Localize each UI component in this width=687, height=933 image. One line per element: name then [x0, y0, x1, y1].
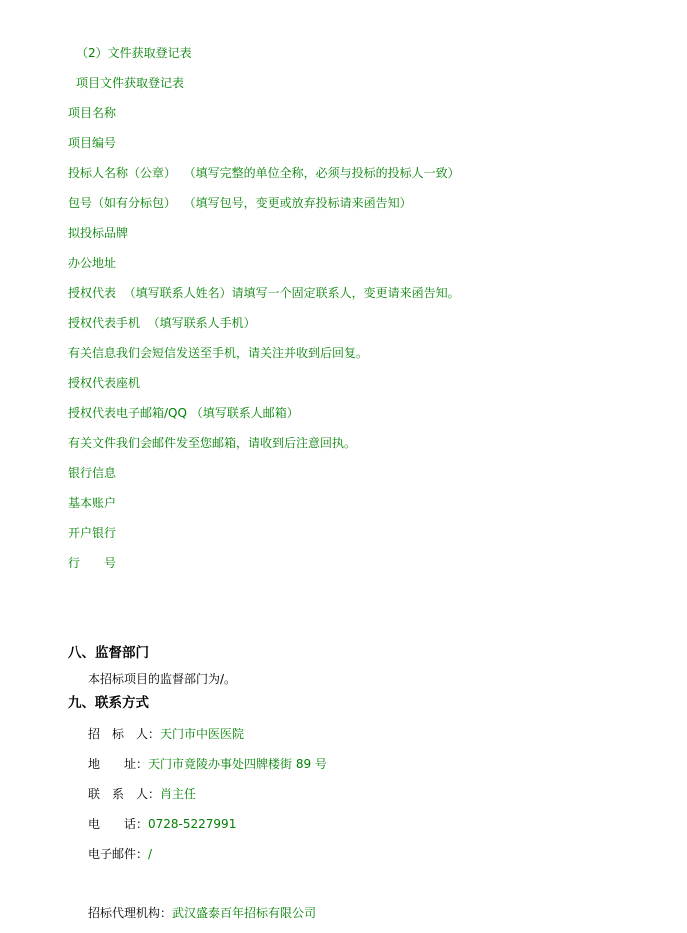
basic-account-label: 基本账户 [68, 496, 117, 510]
contact-label: 联 系 人： [88, 787, 161, 801]
rep-label: 授权代表 [68, 286, 117, 300]
rep-email-line [68, 405, 299, 421]
rep-line [68, 285, 460, 301]
agency-value: 武汉盛泰百年招标有限公司 [172, 906, 317, 920]
rep-email-label: 授权代表电子邮箱/QQ [68, 406, 187, 420]
bidder-line [68, 165, 460, 181]
rep-phone-label: 授权代表座机 [68, 376, 141, 390]
tenderer-value: 天门市中医医院 [160, 727, 245, 741]
email-row [88, 846, 152, 862]
contact-row [88, 786, 196, 802]
lot-label: 包号（如有分标包） [68, 196, 177, 210]
bank-name-label: 开户银行 [68, 526, 117, 540]
phone-row [88, 816, 236, 832]
form-title: 项目文件获取登记表 [76, 76, 185, 90]
tenderer-label: 招 标 人： [88, 727, 161, 741]
form-heading: （2）文件获取登记表 [76, 46, 192, 60]
email-label: 电子邮件： [88, 847, 149, 861]
rep-mobile-note: （填写联系人手机） [147, 316, 256, 330]
address-label: 地 址： [88, 757, 149, 771]
contact-value: 肖主任 [160, 787, 197, 801]
address-value: 天门市竟陵办事处四牌楼街 89 号 [148, 757, 327, 771]
office-label: 办公地址 [68, 256, 117, 270]
tenderer-row [88, 726, 244, 742]
bidder-label: 投标人名称（公章） [68, 166, 177, 180]
bank-no-label: 行 号 [68, 556, 117, 570]
agency-label: 招标代理机构： [88, 906, 173, 920]
rep-note: （填写联系人姓名）请填写一个固定联系人，变更请来函告知。 [123, 286, 460, 300]
email-notice: 有关文件我们会邮件发至您邮箱，请收到后注意回执。 [68, 436, 357, 450]
section9-title: 九、联系方式 [68, 695, 149, 711]
bidder-note: （填写完整的单位全称，必须与投标的投标人一致） [183, 166, 460, 180]
project-no-label: 项目编号 [68, 136, 117, 150]
sms-notice: 有关信息我们会短信发送至手机，请关注并收到后回复。 [68, 346, 369, 360]
section8-title: 八、监督部门 [68, 645, 149, 661]
brand-label: 拟投标品牌 [68, 226, 129, 240]
phone-label: 电 话： [88, 817, 149, 831]
rep-email-note: （填写联系人邮箱） [190, 406, 299, 420]
agency-row [88, 905, 316, 921]
project-name-label: 项目名称 [68, 106, 117, 120]
lot-line [68, 195, 412, 211]
section8-body: 本招标项目的监督部门为/。 [88, 672, 237, 686]
phone-value: 0728-5227991 [148, 817, 237, 831]
rep-mobile-label: 授权代表手机 [68, 316, 141, 330]
lot-note: （填写包号，变更或放弃投标请来函告知） [183, 196, 412, 210]
email-value: / [148, 847, 153, 861]
rep-mobile-line [68, 315, 256, 331]
bank-info-label: 银行信息 [68, 466, 117, 480]
address-row [88, 756, 327, 772]
